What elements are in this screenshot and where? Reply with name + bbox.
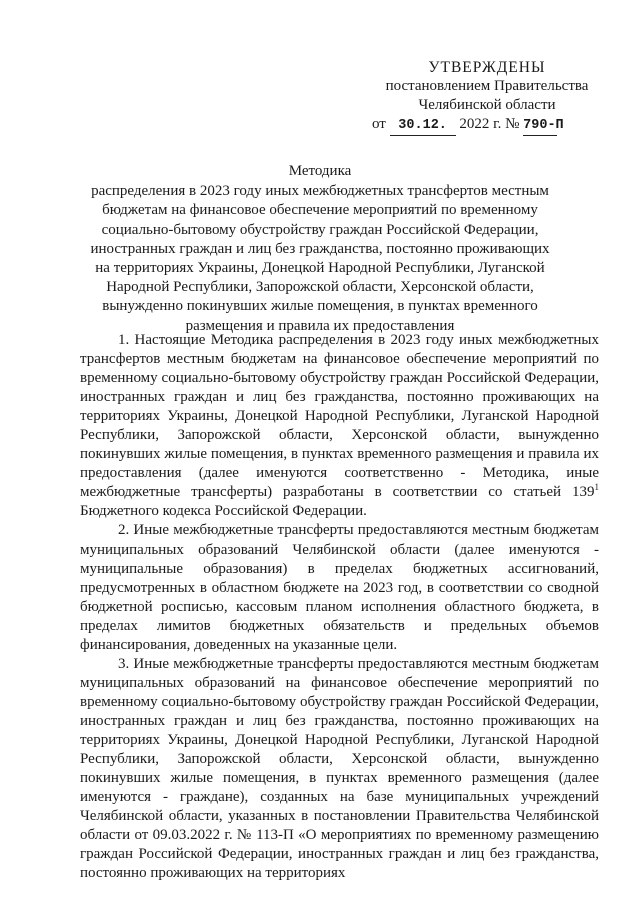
paragraph-1 (80, 331, 599, 521)
approval-date: 30.12. (390, 116, 456, 136)
approval-from-prefix: от (372, 116, 386, 132)
article-superscript: 1 (594, 482, 599, 493)
paragraph-3: 3. Иные межбюджетные трансферты предоставляются местным бюджетам муниципальных образований на финансовое обеспечение мероприятий по временному социально-бытовому обустройству граждан Российской Федерации, иностранных граждан и лиц без гражданства, постоянно проживающих на территориях Украины, Донецкой Народной Республики, Луганской Народной Республики, Запорожской области, Херсонской области, вынужденно покинувших жилые помещения, в пунктах временного размещения (далее именуются - граждане), созданных на базе муниципальных учреждений Челябинской области, указанных в постановлении Правительства Челябинской области от 09.03.2022 г. № 113-П «О мероприятиях по временному размещению граждан Российской Федерации, иностранных граждан и лиц без гражданства, постоянно проживающих на территориях (80, 655, 599, 882)
document-title: Методика (288, 163, 352, 179)
heading-line: Народной Республики, Запорожской области, Херсонской области, (106, 279, 534, 296)
approval-line-region: Челябинской области (418, 97, 556, 113)
document-heading (62, 162, 578, 336)
approval-stamp (372, 58, 602, 136)
approval-date-line (372, 115, 602, 136)
paragraph-2: 2. Иные межбюджетные трансферты предоставляются местным бюджетам муниципальных образований Челябинской области (далее именуются - муниципальные образования) в пределах бюджетных ассигнований, предусмотренных в областном бюджете на 2023 год, в соответствии со сводной бюджетной росписью, кассовым планом исполнения областного бюджета, в пределах лимитов бюджетных обязательств и предельных объемов финансирования, доведенных на указанные цели. (80, 522, 599, 653)
heading-line: иностранных граждан и лиц без гражданства, постоянно проживающих (90, 240, 550, 257)
paragraph-1-tail: Бюджетного кодекса Российской Федерации. (80, 503, 367, 520)
approval-line-resolution: постановлением Правительства (385, 78, 589, 94)
paragraph-1-text: 1. Настоящие Методика распределения в 2023 году иных межбюджетных трансфертов местным бюджетам на финансовое обеспечение мероприятий по временному социально-бытовому обустройству граждан Российской Федерации, иностранных граждан и лиц без гражданства, постоянно проживающих на территориях Украины, Донецкой Народной Республики, Луганской Народной Республики, Запорожской области, Херсонской области, вынужденно покинувших жилые помещения, в пунктах временного размещения и правила их предоставления (далее именуются соответственно - Методика, иные межбюджетные трансферты) разработаны в соответствии со статьей 139 (80, 332, 599, 501)
approval-title: УТВЕРЖДЕНЫ (428, 59, 546, 76)
heading-line: распределения в 2023 году иных межбюджетных трансфертов местным (91, 183, 549, 200)
heading-line: вынужденно покинувших жилые помещения, в пунктах временного (102, 298, 538, 315)
heading-line: на территориях Украины, Донецкой Народной Республики, Луганской (95, 260, 545, 277)
heading-line: социально-бытовому обустройству граждан Российской Федерации, (101, 221, 539, 238)
approval-number: 790-П (523, 116, 557, 136)
approval-year: 2022 г. № (459, 116, 520, 132)
document-body (80, 331, 599, 883)
heading-line: размещения и правила их предоставления (185, 317, 455, 334)
heading-line: бюджетам на финансовое обеспечение мероприятий по временному (102, 202, 538, 219)
